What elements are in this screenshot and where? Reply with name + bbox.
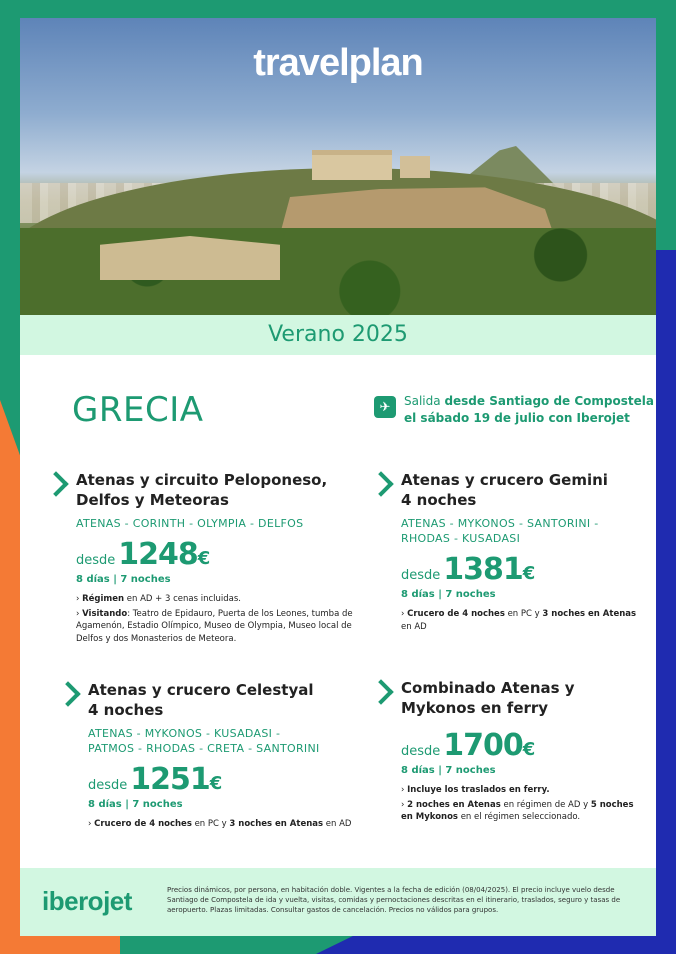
plane-icon: ✈ — [374, 396, 396, 418]
footer — [20, 868, 656, 936]
price-value: 1700 — [443, 728, 523, 763]
offer-notes: › Incluye los traslados en ferry. › 2 noches en Atenas en régimen de AD y 5 noches en Mykonos en el régimen seleccionado. — [401, 785, 634, 822]
offer-price — [401, 728, 644, 763]
offer-celestyal[interactable] — [59, 680, 359, 833]
note-text: en el régimen seleccionado. — [458, 812, 581, 822]
departure-info — [374, 393, 654, 427]
note-bold: 3 noches en Atenas — [229, 819, 324, 829]
offer-route — [88, 726, 359, 756]
offer-title-line2: 4 noches — [88, 701, 164, 719]
offer-mykonos-ferry[interactable] — [372, 678, 644, 826]
destination-title: GRECIA — [72, 390, 204, 430]
price-value: 1248 — [118, 537, 198, 572]
offer-peloponeso[interactable] — [47, 470, 357, 647]
note-bold: Crucero de 4 noches — [407, 609, 505, 619]
departure-from: desde Santiago de Compostela — [444, 394, 654, 408]
chevron-right-icon — [372, 680, 390, 706]
note-bold: 5 noches en Mykonos — [401, 799, 634, 822]
route-line1: ATENAS - MYKONOS - KUSADASI - — [88, 727, 281, 740]
offer-price — [401, 552, 642, 587]
chevron-right-icon — [59, 682, 77, 708]
departure-text — [404, 393, 654, 427]
offer-title-line2: 4 noches — [401, 491, 477, 509]
offer-title-line1: Atenas y crucero Gemini — [401, 471, 608, 489]
departure-date: el sábado 19 de julio con Iberojet — [404, 411, 630, 425]
price-value: 1251 — [130, 762, 210, 797]
note-bold: 3 noches en Atenas — [542, 609, 637, 619]
route-line2: PATMOS - RHODAS - CRETA - SANTORINI — [88, 742, 320, 755]
offer-title — [401, 678, 644, 718]
price-currency: € — [522, 563, 536, 584]
offer-title — [76, 470, 357, 510]
offer-duration: 8 días | 7 noches — [401, 589, 496, 600]
offer-notes: › Crucero de 4 noches en PC y 3 noches en Atenas en AD — [88, 819, 352, 829]
price-currency: € — [522, 739, 536, 760]
price-currency: € — [209, 773, 223, 794]
note-text: en AD + 3 cenas incluidas. — [124, 594, 242, 604]
brochure-page — [20, 18, 656, 936]
price-currency: € — [197, 548, 211, 569]
hero-odeon — [100, 236, 280, 280]
offer-title — [88, 680, 359, 720]
offer-price — [88, 762, 359, 797]
hero-temple — [400, 156, 430, 178]
travelplan-logo: travelplan — [253, 42, 423, 84]
price-desde: desde — [401, 744, 441, 759]
note-bold: Régimen — [82, 594, 125, 604]
note-text: en PC y — [191, 819, 230, 829]
offer-title-line2: Mykonos en ferry — [401, 699, 549, 717]
note-bold: Visitando — [82, 608, 128, 619]
note-bold: Crucero de 4 noches — [94, 819, 192, 829]
offer-gemini[interactable] — [372, 470, 642, 635]
note-text: en PC y — [504, 609, 543, 619]
hero-parthenon — [312, 150, 392, 180]
offer-duration: 8 días | 7 noches — [76, 574, 171, 585]
season-banner: Verano 2025 — [20, 315, 656, 355]
note-bold: Incluye los traslados en ferry. — [407, 785, 550, 795]
price-value: 1381 — [443, 552, 523, 587]
note-text: en AD — [401, 621, 427, 632]
note-bold: 2 noches en Atenas — [407, 799, 501, 810]
note-text: : Teatro de Epidauro, Puerta de los Leones, tumba de Agamenón, Estadio Olímpico, Museo de Olympia, Museo local de Delfos y dos Monasterios de Meteora. — [76, 608, 353, 644]
offer-title-line1: Atenas y circuito Peloponeso, — [76, 471, 328, 489]
offer-title-line1: Combinado Atenas y — [401, 679, 575, 697]
chevron-right-icon — [372, 472, 390, 498]
route-line1: ATENAS - MYKONOS - SANTORINI - — [401, 517, 599, 530]
route-line2: RHODAS - KUSADASI — [401, 532, 521, 545]
offer-route — [401, 516, 642, 546]
departure-pre: Salida — [404, 394, 445, 408]
offer-title-line2: Delfos y Meteoras — [76, 491, 229, 509]
offer-route: ATENAS - CORINTH - OLYMPIA - DELFOS — [76, 517, 304, 530]
offer-notes: › Crucero de 4 noches en PC y 3 noches en Atenas en AD — [401, 609, 637, 632]
price-desde: desde — [88, 778, 128, 793]
iberojet-logo: iberojet — [42, 886, 132, 916]
chevron-right-icon — [47, 472, 65, 498]
legal-disclaimer: Precios dinámicos, por persona, en habitación doble. Vigentes a la fecha de edición (08/04/2025). El precio incluye vuelo desde Santiago de Compostela de ida y vuelta, visitas, comidas y pernoctaciones descritas en el itinerario, traslados, seguro y tasas de aeropuerto. Plazas limitadas. Consultar gastos de cancelación. Precios no válidos para grupos. — [167, 886, 621, 914]
price-desde: desde — [401, 568, 441, 583]
offer-duration: 8 días | 7 noches — [401, 765, 496, 776]
offer-price — [76, 537, 357, 572]
price-desde: desde — [76, 553, 116, 568]
offer-notes: › Régimen en AD + 3 cenas incluidas. › Visitando: Teatro de Epidauro, Puerta de los Leones, tumba de Agamenón, Estadio Olímpico, Museo de Olympia, Museo local de Delfos y dos Monasterios de Meteora. — [76, 594, 353, 644]
hero-image-acropolis — [20, 18, 656, 315]
offer-title-line1: Atenas y crucero Celestyal — [88, 681, 314, 699]
offer-duration: 8 días | 7 noches — [88, 799, 183, 810]
note-text: en régimen de AD y — [500, 799, 591, 810]
offer-title — [401, 470, 642, 510]
note-text: en AD — [323, 819, 352, 829]
